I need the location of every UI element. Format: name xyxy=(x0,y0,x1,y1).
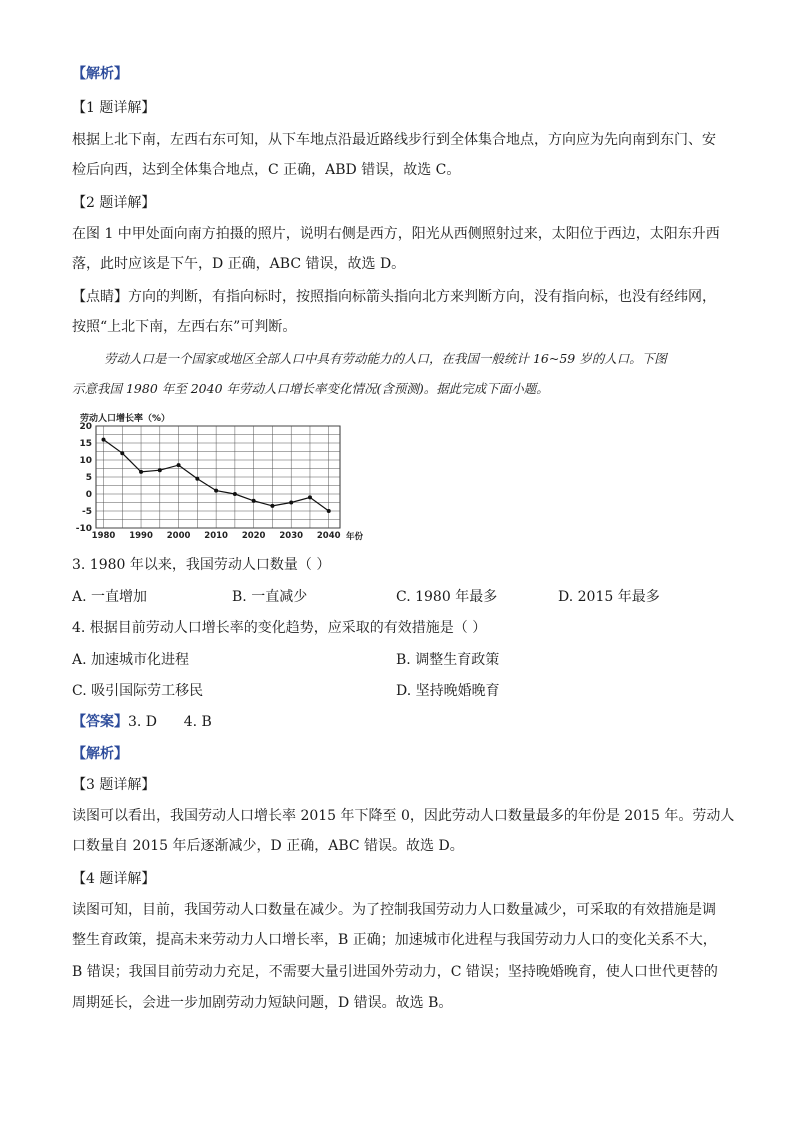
q3-option-a: A. 一直增加 xyxy=(72,589,148,605)
y-tick-labels xyxy=(76,422,92,534)
data-point xyxy=(195,477,199,481)
q2-detail-header: 【2 题详解】 xyxy=(72,195,156,211)
analysis-label: 【解析】 xyxy=(72,746,128,762)
data-point xyxy=(270,504,274,508)
data-point xyxy=(233,492,237,496)
y-tick-label: 5 xyxy=(85,473,92,483)
chart-grid xyxy=(96,426,340,528)
q4-option-b: B. 调整生育政策 xyxy=(396,652,500,668)
q3-detail-line: 读图可以看出，我国劳动人口增长率 2015 年下降至 0，因此劳动人口数量最多的年份是 2015 年。劳动人 xyxy=(72,808,735,824)
y-tick-label: 15 xyxy=(79,439,92,449)
x-tick-label: 1990 xyxy=(129,531,153,541)
q4-option-d: D. 坚持晚婚晚育 xyxy=(396,683,500,699)
x-tick-label: 2030 xyxy=(279,531,304,541)
q3-detail-header: 【3 题详解】 xyxy=(72,777,156,793)
x-tick-label: 1980 xyxy=(91,531,116,541)
data-point xyxy=(252,499,256,503)
x-axis-label: 年份 xyxy=(346,532,364,542)
intro-paragraph: 劳动人口是一个国家或地区全部人口中具有劳动能力的人口，在我国一般统计 16~59 岁的人口。下图 xyxy=(104,351,667,366)
q4-detail-line: B 错误；我国目前劳动力充足，不需要大量引进国外劳动力，C 错误；坚持晚婚晚育，使人口世代更替的 xyxy=(72,964,718,980)
q4-option-a: A. 加速城市化进程 xyxy=(72,652,190,668)
analysis-label: 【解析】 xyxy=(72,66,128,82)
chart-title: 劳动人口增长率（%） xyxy=(80,414,171,424)
x-tick-label: 2020 xyxy=(241,531,266,541)
q4-detail-line: 读图可知，目前，我国劳动人口数量在减少。为了控制我国劳动力人口数量减少，可采取的有效措施是调 xyxy=(72,902,716,918)
answer-line xyxy=(72,712,212,732)
answer-label: 【答案】 xyxy=(72,714,128,730)
data-point xyxy=(327,509,331,513)
q4-option-c: C. 吸引国际劳工移民 xyxy=(72,683,204,699)
q1-detail-line: 根据上北下南，左西右东可知，从下车地点沿最近路线步行到全体集合地点，方向应为先向南到东门、安 xyxy=(72,132,716,148)
dianjing-line xyxy=(72,287,716,307)
data-point xyxy=(102,438,106,442)
dianjing-label: 【点睛】 xyxy=(72,289,128,305)
q2-detail-line: 落，此时应该是下午，D 正确，ABC 错误，故选 D。 xyxy=(72,256,406,272)
q1-detail-line: 检后向西，达到全体集合地点，C 正确，ABD 错误，故选 C。 xyxy=(72,162,461,178)
q3-option-c: C. 1980 年最多 xyxy=(396,589,498,605)
data-point xyxy=(214,489,218,493)
q4-detail-line: 整生育政策，提高未来劳动力人口增长率，B 正确；加速城市化进程与我国劳动力人口的变化关系不大， xyxy=(72,932,717,948)
data-point xyxy=(158,468,162,472)
q4-detail-header: 【4 题详解】 xyxy=(72,871,156,887)
answer-text: 3. D 4. B xyxy=(128,714,212,730)
dianjing-text: 方向的判断，有指向标时，按照指向标箭头指向北方来判断方向，没有指向标，也没有经纬网， xyxy=(128,289,716,305)
q1-detail-header: 【1 题详解】 xyxy=(72,100,156,116)
x-tick-label: 2000 xyxy=(166,531,191,541)
dianjing-line: 按照“上北下南，左西右东”可判断。 xyxy=(72,319,297,335)
q3-option-b: B. 一直减少 xyxy=(232,589,308,605)
data-point xyxy=(308,495,312,499)
x-tick-label: 2010 xyxy=(204,531,228,541)
x-tick-labels xyxy=(92,531,341,541)
question-3-stem: 3. 1980 年以来，我国劳动人口数量（ ） xyxy=(72,557,331,573)
data-point xyxy=(139,470,143,474)
q4-detail-line: 周期延长，会进一步加剧劳动力短缺问题，D 错误。故选 B。 xyxy=(72,995,453,1011)
data-point xyxy=(120,451,124,455)
q3-option-d: D. 2015 年最多 xyxy=(558,589,660,605)
question-4-stem: 4. 根据目前劳动人口增长率的变化趋势，应采取的有效措施是（ ） xyxy=(72,620,487,636)
intro-paragraph: 示意我国 1980 年至 2040 年劳动人口增长率变化情况(含预测)。据此完成下面小题。 xyxy=(72,381,549,396)
q2-detail-line: 在图 1 中甲处面向南方拍摄的照片，说明右侧是西方，阳光从西侧照射过来，太阳位于西边，太阳东升西 xyxy=(72,226,720,242)
y-tick-label: 0 xyxy=(85,490,92,500)
y-tick-label: 20 xyxy=(79,422,92,432)
q3-detail-line: 口数量自 2015 年后逐渐减少，D 正确，ABC 错误。故选 D。 xyxy=(72,838,464,854)
data-point xyxy=(289,501,293,505)
x-tick-label: 2040 xyxy=(316,531,341,541)
labor-growth-chart xyxy=(68,408,378,544)
data-point xyxy=(177,463,181,467)
y-tick-label: -5 xyxy=(82,507,92,517)
y-tick-label: -10 xyxy=(75,524,92,534)
y-tick-label: 10 xyxy=(79,456,92,466)
